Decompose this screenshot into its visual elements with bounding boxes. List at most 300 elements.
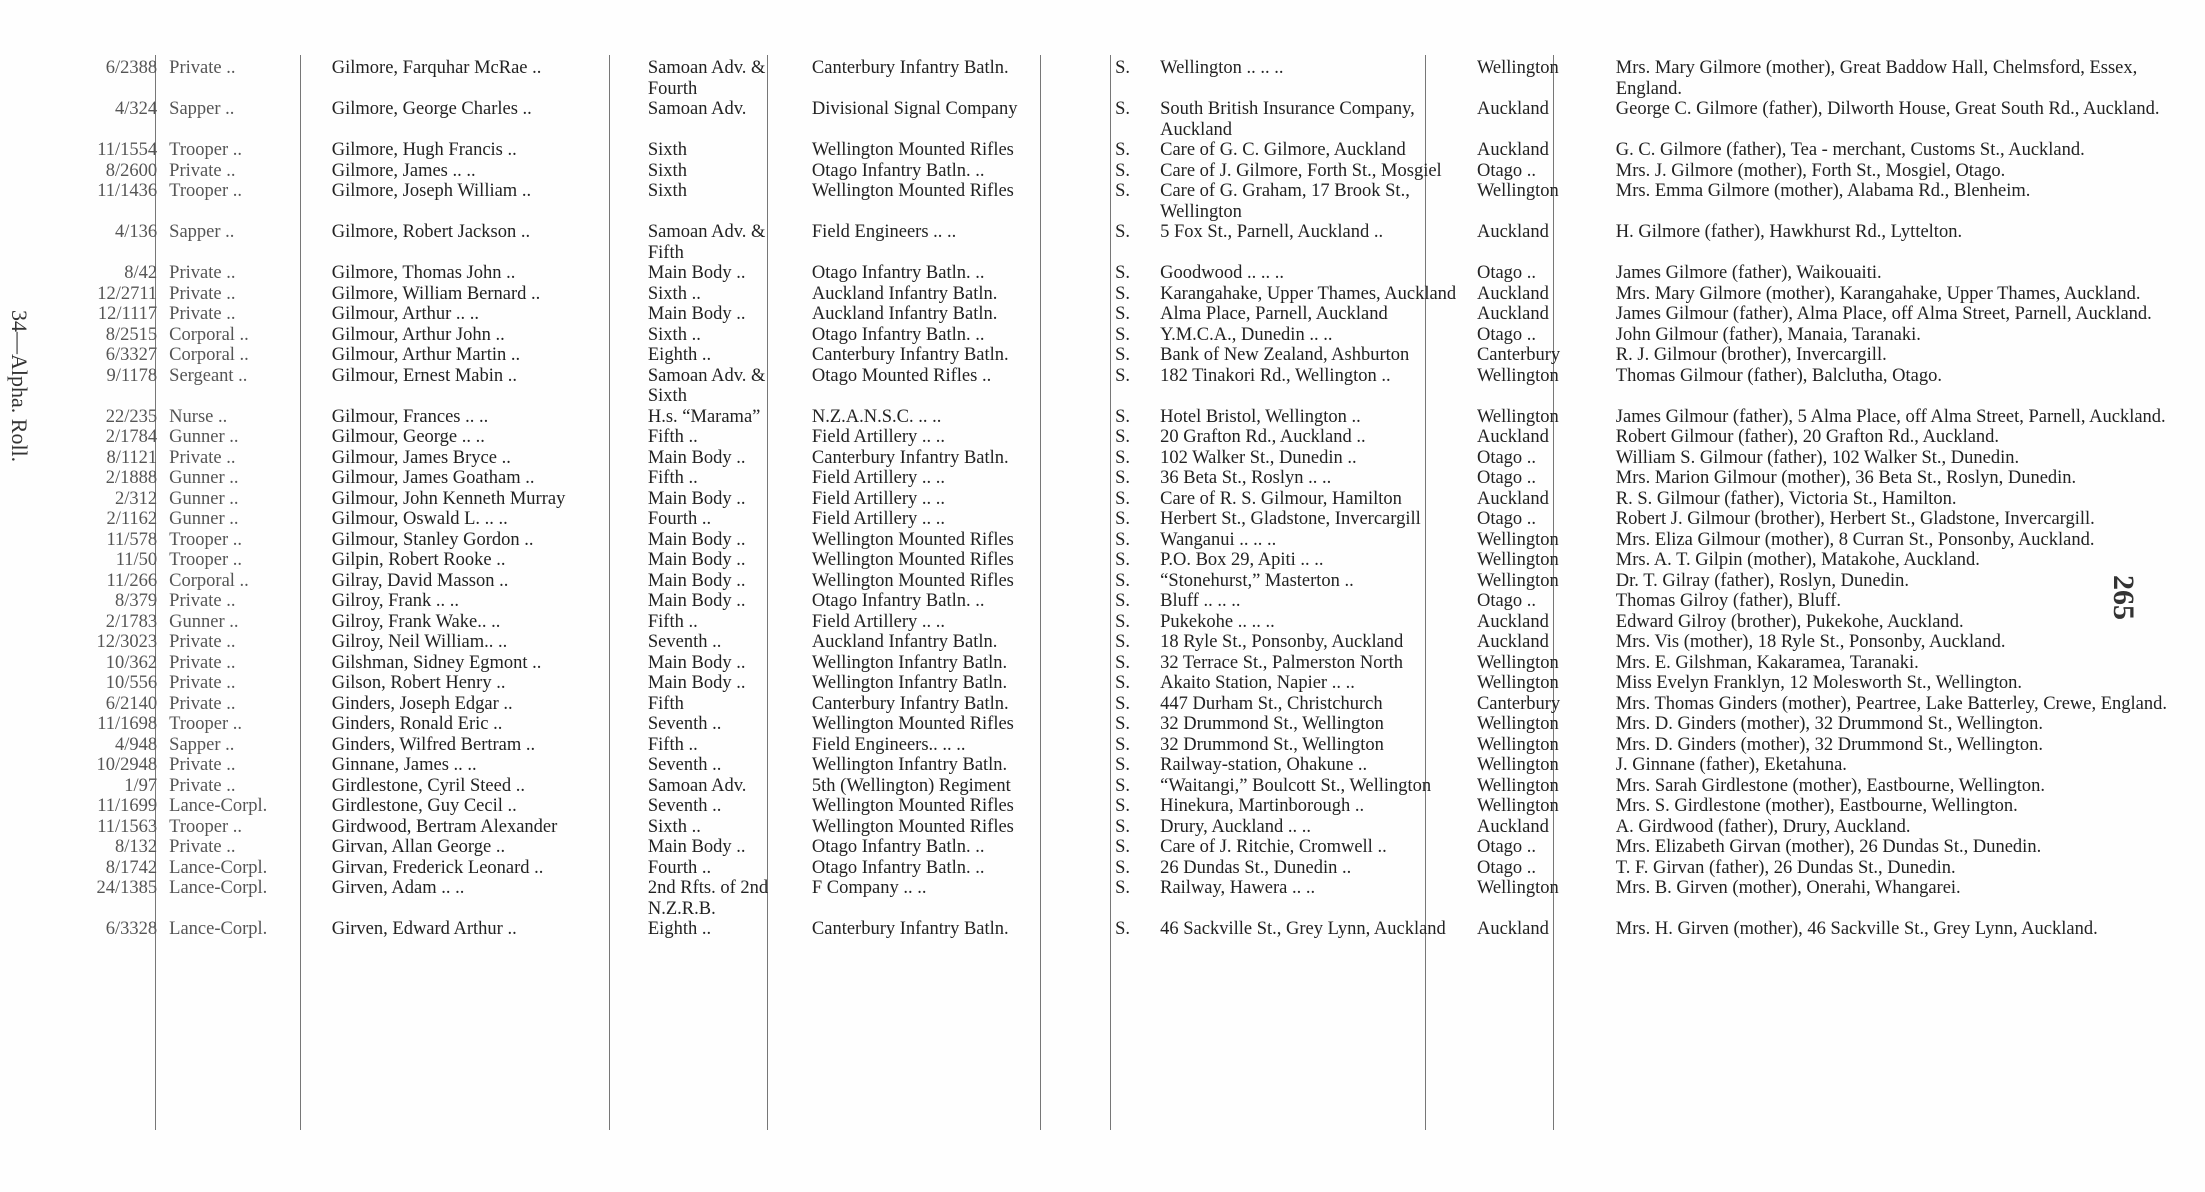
service-number-cell: 8/379: [115, 591, 158, 611]
draft-cell: Main Body ..: [647, 837, 746, 857]
rank-cell: Private ..: [169, 591, 236, 611]
soldier-name-cell: Girdlestone, Cyril Steed ..: [331, 775, 525, 796]
next-of-kin-cell: James Gilmour (father), 5 Alma Place, off Alma Street, Parnell, Auckland.: [1615, 406, 2166, 427]
rank-cell: Corporal ..: [169, 570, 249, 591]
table-row: [60, 735, 2205, 756]
district-cell: Otago ..: [1476, 324, 1537, 345]
table-row: [60, 366, 2205, 407]
rank-cell: Private ..: [169, 652, 236, 673]
table-row: [60, 222, 2205, 263]
service-number-cell: 11/1699: [97, 796, 158, 816]
last-address-cell: 26 Dundas St., Dunedin ..: [1160, 857, 1352, 878]
unit-cell: Canterbury Infantry Batln.: [811, 345, 1009, 365]
rank-cell: Trooper ..: [169, 550, 242, 570]
marital-status-cell: S.: [1115, 673, 1131, 693]
last-address-cell: Bluff .. .. ..: [1160, 591, 1241, 611]
draft-cell: Samoan Adv. & Sixth: [647, 365, 766, 406]
last-address-cell: Hinekura, Martinborough ..: [1160, 796, 1365, 816]
rank-cell: Lance-Corpl.: [169, 878, 268, 898]
unit-cell: Canterbury Infantry Batln.: [811, 919, 1009, 939]
district-cell: Canterbury: [1476, 345, 1561, 365]
soldier-name-cell: Gilmore, William Bernard ..: [331, 283, 541, 304]
next-of-kin-cell: Robert Gilmour (father), 20 Grafton Rd., Auckland.: [1615, 427, 2000, 447]
soldier-name-cell: Ginders, Wilfred Bertram ..: [331, 734, 536, 755]
rank-cell: Private ..: [169, 160, 236, 181]
marital-status-cell: S.: [1115, 857, 1131, 878]
district-cell: Auckland: [1476, 919, 1549, 939]
marital-status-cell: S.: [1115, 570, 1131, 591]
last-address-cell: Alma Place, Parnell, Auckland: [1160, 304, 1388, 324]
service-number-cell: 24/1385: [96, 878, 158, 898]
marital-status-cell: S.: [1115, 488, 1131, 509]
draft-cell: Fifth ..: [647, 611, 698, 632]
last-address-cell: Herbert St., Gladstone, Invercargill: [1160, 509, 1421, 529]
district-cell: Otago ..: [1476, 468, 1537, 488]
last-address-cell: 102 Walker St., Dunedin ..: [1160, 447, 1357, 468]
table-row: [60, 284, 2205, 305]
service-number-cell: 2/1783: [105, 611, 158, 632]
unit-cell: Otago Mounted Rifles ..: [811, 365, 992, 386]
soldier-name-cell: Gilmour, James Goatham ..: [331, 468, 535, 488]
table-row: [60, 653, 2205, 674]
rank-cell: Sergeant ..: [169, 365, 248, 386]
draft-cell: Sixth: [647, 181, 687, 201]
service-number-cell: 12/3023: [96, 632, 158, 652]
rank-cell: Gunner ..: [169, 509, 239, 529]
marital-status-cell: S.: [1115, 632, 1131, 652]
marital-status-cell: S.: [1115, 816, 1131, 837]
district-cell: Wellington: [1476, 570, 1559, 591]
marital-status-cell: S.: [1115, 878, 1131, 898]
unit-cell: Wellington Mounted Rifles: [811, 550, 1014, 570]
draft-cell: Main Body ..: [647, 529, 746, 550]
soldier-name-cell: Girvan, Frederick Leonard ..: [331, 857, 544, 878]
table-row: [60, 591, 2205, 612]
unit-cell: Wellington Infantry Batln.: [811, 673, 1008, 693]
soldier-name-cell: Ginders, Ronald Eric ..: [331, 714, 503, 734]
district-cell: Auckland: [1476, 488, 1549, 509]
marital-status-cell: S.: [1115, 345, 1131, 365]
unit-cell: Otago Infantry Batln. ..: [811, 324, 985, 345]
marital-status-cell: S.: [1115, 160, 1131, 181]
table-row: [60, 489, 2205, 510]
last-address-cell: Wanganui .. .. ..: [1160, 529, 1277, 550]
rank-cell: Nurse ..: [169, 406, 228, 427]
table-row: [60, 58, 2205, 99]
marital-status-cell: S.: [1115, 304, 1131, 324]
next-of-kin-cell: Mrs. Sarah Girdlestone (mother), Eastbourne, Wellington.: [1615, 775, 2046, 796]
soldier-name-cell: Gilmore, Robert Jackson ..: [331, 222, 531, 242]
last-address-cell: 46 Sackville St., Grey Lynn, Auckland: [1160, 919, 1446, 939]
draft-cell: Fourth ..: [647, 509, 712, 529]
unit-cell: Canterbury Infantry Batln.: [811, 58, 1009, 78]
unit-cell: Auckland Infantry Batln.: [811, 304, 998, 324]
draft-cell: Main Body ..: [647, 652, 746, 673]
draft-cell: Main Body ..: [647, 263, 746, 283]
unit-cell: Divisional Signal Company: [811, 99, 1018, 119]
district-cell: Otago ..: [1476, 857, 1537, 878]
marital-status-cell: S.: [1115, 796, 1131, 816]
next-of-kin-cell: H. Gilmore (father), Hawkhurst Rd., Lyttelton.: [1615, 222, 1963, 242]
draft-cell: Seventh ..: [647, 755, 722, 775]
draft-cell: Sixth ..: [647, 283, 701, 304]
soldier-name-cell: Girvan, Allan George ..: [331, 837, 506, 857]
draft-cell: Main Body ..: [647, 304, 746, 324]
roll-table: [60, 58, 2205, 940]
table-row: [60, 755, 2205, 776]
last-address-cell: Karangahake, Upper Thames, Auckland: [1160, 283, 1457, 304]
table-row: [60, 304, 2205, 325]
district-cell: Otago ..: [1476, 837, 1537, 857]
service-number-cell: 6/3327: [105, 345, 158, 365]
district-cell: Auckland: [1476, 816, 1549, 837]
district-cell: Auckland: [1476, 611, 1549, 632]
next-of-kin-cell: James Gilmore (father), Waikouaiti.: [1615, 263, 1882, 283]
page-number: 265: [2107, 575, 2140, 620]
next-of-kin-cell: Dr. T. Gilray (father), Roslyn, Dunedin.: [1615, 570, 1909, 591]
service-number-cell: 8/2515: [105, 324, 158, 345]
table-row: [60, 448, 2205, 469]
last-address-cell: Railway-station, Ohakune ..: [1160, 755, 1368, 775]
unit-cell: Field Engineers .. ..: [811, 222, 957, 242]
soldier-name-cell: Gilmore, George Charles ..: [331, 99, 532, 119]
next-of-kin-cell: Mrs. A. T. Gilpin (mother), Matakohe, Auckland.: [1615, 550, 1980, 570]
soldier-name-cell: Gilmour, Arthur Martin ..: [331, 345, 521, 365]
district-cell: Wellington: [1476, 181, 1559, 201]
draft-cell: H.s. “Marama”: [647, 406, 761, 427]
rank-cell: Trooper ..: [169, 529, 242, 550]
service-number-cell: 22/235: [105, 406, 158, 427]
table-row: [60, 427, 2205, 448]
draft-cell: Samoan Adv. & Fourth: [647, 58, 766, 99]
soldier-name-cell: Gilroy, Frank Wake.. ..: [331, 611, 501, 632]
service-number-cell: 11/578: [106, 529, 158, 550]
next-of-kin-cell: R. J. Gilmour (brother), Invercargill.: [1615, 345, 1887, 365]
service-number-cell: 9/1178: [106, 365, 158, 386]
marital-status-cell: S.: [1115, 427, 1131, 447]
next-of-kin-cell: Mrs. Elizabeth Girvan (mother), 26 Dundas St., Dunedin.: [1615, 837, 2042, 857]
next-of-kin-cell: A. Girdwood (father), Drury, Auckland.: [1615, 816, 1911, 837]
last-address-cell: Care of G. Graham, 17 Brook St., Wellington: [1160, 181, 1410, 222]
rank-cell: Sapper ..: [169, 734, 235, 755]
last-address-cell: 32 Drummond St., Wellington: [1160, 734, 1384, 755]
district-cell: Wellington: [1476, 406, 1559, 427]
last-address-cell: Wellington .. .. ..: [1160, 58, 1284, 78]
table-row: [60, 99, 2205, 140]
unit-cell: Otago Infantry Batln. ..: [811, 160, 985, 181]
table-row: [60, 796, 2205, 817]
next-of-kin-cell: James Gilmour (father), Alma Place, off Alma Street, Parnell, Auckland.: [1615, 304, 2152, 324]
next-of-kin-cell: John Gilmour (father), Manaia, Taranaki.: [1615, 324, 1921, 345]
rank-cell: Corporal ..: [169, 324, 249, 345]
soldier-name-cell: Gilroy, Neil William.. ..: [331, 632, 508, 652]
next-of-kin-cell: Mrs. B. Girven (mother), Onerahi, Whangarei.: [1615, 878, 1961, 898]
unit-cell: Wellington Mounted Rifles: [811, 570, 1014, 591]
unit-cell: 5th (Wellington) Regiment: [811, 775, 1011, 796]
district-cell: Auckland: [1476, 222, 1549, 242]
unit-cell: Field Artillery .. ..: [811, 468, 945, 488]
rank-cell: Private ..: [169, 775, 236, 796]
unit-cell: Auckland Infantry Batln.: [811, 632, 998, 652]
marital-status-cell: S.: [1115, 755, 1131, 775]
soldier-name-cell: Girdwood, Bertram Alexander: [331, 816, 558, 837]
marital-status-cell: S.: [1115, 714, 1131, 734]
table-row: [60, 694, 2205, 715]
district-cell: Auckland: [1476, 140, 1549, 160]
unit-cell: Field Artillery .. ..: [811, 427, 945, 447]
draft-cell: Fifth ..: [647, 427, 698, 447]
rank-cell: Trooper ..: [169, 181, 242, 201]
table-row: [60, 530, 2205, 551]
soldier-name-cell: Gilshman, Sidney Egmont ..: [331, 652, 542, 673]
rank-cell: Sapper ..: [169, 222, 235, 242]
district-cell: Auckland: [1476, 632, 1549, 652]
draft-cell: Fourth ..: [647, 857, 712, 878]
marital-status-cell: S.: [1115, 468, 1131, 488]
table-row: [60, 714, 2205, 735]
soldier-name-cell: Gilmour, Arthur John ..: [331, 324, 505, 345]
unit-cell: Wellington Mounted Rifles: [811, 816, 1014, 837]
last-address-cell: South British Insurance Company, Auckland: [1160, 99, 1415, 140]
next-of-kin-cell: Mrs. Emma Gilmore (mother), Alabama Rd., Blenheim.: [1615, 181, 2031, 201]
marital-status-cell: S.: [1115, 837, 1131, 857]
service-number-cell: 2/1784: [105, 427, 158, 447]
draft-cell: Seventh ..: [647, 632, 722, 652]
soldier-name-cell: Ginders, Joseph Edgar ..: [331, 693, 513, 714]
rank-cell: Private ..: [169, 447, 236, 468]
marital-status-cell: S.: [1115, 99, 1131, 119]
roll-side-label: 34—Alpha. Roll.: [7, 310, 32, 463]
draft-cell: Main Body ..: [647, 550, 746, 570]
next-of-kin-cell: William S. Gilmour (father), 102 Walker St., Dunedin.: [1615, 447, 2020, 468]
district-cell: Otago ..: [1476, 447, 1537, 468]
unit-cell: Otago Infantry Batln. ..: [811, 263, 985, 283]
last-address-cell: 182 Tinakori Rd., Wellington ..: [1160, 365, 1391, 386]
unit-cell: Otago Infantry Batln. ..: [811, 591, 985, 611]
marital-status-cell: S.: [1115, 447, 1131, 468]
rank-cell: Trooper ..: [169, 714, 242, 734]
marital-status-cell: S.: [1115, 263, 1131, 283]
table-row: [60, 817, 2205, 838]
table-row: [60, 345, 2205, 366]
last-address-cell: 32 Drummond St., Wellington: [1160, 714, 1384, 734]
marital-status-cell: S.: [1115, 406, 1131, 427]
district-cell: Wellington: [1476, 714, 1559, 734]
service-number-cell: 11/50: [115, 550, 158, 570]
table-row: [60, 263, 2205, 284]
table-row: [60, 509, 2205, 530]
table-row: [60, 571, 2205, 592]
soldier-name-cell: Gilmour, George .. ..: [331, 427, 485, 447]
rank-cell: Lance-Corpl.: [169, 796, 268, 816]
district-cell: Otago ..: [1476, 263, 1537, 283]
last-address-cell: “Stonehurst,” Masterton ..: [1160, 570, 1354, 591]
last-address-cell: 20 Grafton Rd., Auckland ..: [1160, 427, 1366, 447]
draft-cell: Samoan Adv.: [647, 775, 747, 796]
district-cell: Canterbury: [1476, 693, 1561, 714]
last-address-cell: 32 Terrace St., Palmerston North: [1160, 652, 1404, 673]
unit-cell: Field Artillery .. ..: [811, 611, 945, 632]
next-of-kin-cell: Mrs. D. Ginders (mother), 32 Drummond St., Wellington.: [1615, 714, 2044, 734]
soldier-name-cell: Gilmour, Stanley Gordon ..: [331, 529, 534, 550]
unit-cell: F Company .. ..: [811, 878, 927, 898]
unit-cell: Auckland Infantry Batln.: [811, 283, 998, 304]
district-cell: Wellington: [1476, 673, 1559, 693]
rank-cell: Private ..: [169, 263, 236, 283]
draft-cell: Main Body ..: [647, 488, 746, 509]
district-cell: Otago ..: [1476, 160, 1537, 181]
last-address-cell: P.O. Box 29, Apiti .. ..: [1160, 550, 1324, 570]
draft-cell: Sixth: [647, 160, 687, 181]
district-cell: Wellington: [1476, 796, 1559, 816]
service-number-cell: 4/136: [115, 222, 158, 242]
service-number-cell: 8/42: [124, 263, 158, 283]
draft-cell: 2nd Rfts. of 2nd N.Z.R.B.: [647, 878, 769, 919]
rank-cell: Private ..: [169, 755, 236, 775]
rank-cell: Private ..: [169, 632, 236, 652]
unit-cell: Wellington Mounted Rifles: [811, 529, 1014, 550]
service-number-cell: 2/312: [115, 488, 158, 509]
draft-cell: Sixth: [647, 140, 687, 160]
last-address-cell: 18 Ryle St., Ponsonby, Auckland: [1160, 632, 1404, 652]
draft-cell: Sixth ..: [647, 324, 701, 345]
service-number-cell: 12/1117: [97, 304, 158, 324]
marital-status-cell: S.: [1115, 919, 1131, 939]
draft-cell: Fifth ..: [647, 734, 698, 755]
soldier-name-cell: Gilmour, Oswald L. .. ..: [331, 509, 508, 529]
service-number-cell: 8/1742: [105, 857, 158, 878]
rank-cell: Trooper ..: [169, 140, 242, 160]
next-of-kin-cell: Thomas Gilroy (father), Bluff.: [1615, 591, 1841, 611]
unit-cell: Wellington Infantry Batln.: [811, 755, 1008, 775]
rank-cell: Lance-Corpl.: [169, 919, 268, 939]
district-cell: Auckland: [1476, 99, 1549, 119]
service-number-cell: 11/266: [106, 570, 158, 591]
service-number-cell: 1/97: [124, 775, 158, 796]
rank-cell: Private ..: [169, 58, 236, 78]
unit-cell: Field Artillery .. ..: [811, 509, 945, 529]
service-number-cell: 11/1554: [97, 140, 158, 160]
next-of-kin-cell: Mrs. S. Girdlestone (mother), Eastbourne, Wellington.: [1615, 796, 2018, 816]
draft-cell: Seventh ..: [647, 714, 722, 734]
table-row: [60, 612, 2205, 633]
soldier-name-cell: Girdlestone, Guy Cecil ..: [331, 796, 517, 816]
rank-cell: Gunner ..: [169, 468, 239, 488]
next-of-kin-cell: Mrs. Mary Gilmore (mother), Great Baddow Hall, Chelmsford, Essex, England.: [1615, 58, 2138, 99]
next-of-kin-cell: Mrs. E. Gilshman, Kakaramea, Taranaki.: [1615, 652, 1919, 673]
district-cell: Wellington: [1476, 775, 1559, 796]
last-address-cell: Bank of New Zealand, Ashburton: [1160, 345, 1410, 365]
draft-cell: Samoan Adv. & Fifth: [647, 222, 766, 263]
marital-status-cell: S.: [1115, 140, 1131, 160]
rank-cell: Private ..: [169, 837, 236, 857]
service-number-cell: 2/1162: [106, 509, 158, 529]
marital-status-cell: S.: [1115, 775, 1131, 796]
last-address-cell: Care of R. S. Gilmour, Hamilton: [1160, 488, 1402, 509]
marital-status-cell: S.: [1115, 58, 1131, 78]
last-address-cell: “Waitangi,” Boulcott St., Wellington: [1160, 775, 1432, 796]
draft-cell: Sixth ..: [647, 816, 701, 837]
draft-cell: Fifth: [647, 693, 684, 714]
soldier-name-cell: Gilray, David Masson ..: [331, 570, 509, 591]
next-of-kin-cell: George C. Gilmore (father), Dilworth House, Great South Rd., Auckland.: [1615, 99, 2160, 119]
soldier-name-cell: Gilmour, Frances .. ..: [331, 406, 489, 427]
last-address-cell: Care of G. C. Gilmore, Auckland: [1160, 140, 1406, 160]
service-number-cell: 4/324: [115, 99, 158, 119]
marital-status-cell: S.: [1115, 222, 1131, 242]
soldier-name-cell: Gilmour, Ernest Mabin ..: [331, 365, 518, 386]
service-number-cell: 11/1436: [97, 181, 158, 201]
rank-cell: Private ..: [169, 283, 236, 304]
next-of-kin-cell: Robert J. Gilmour (brother), Herbert St., Gladstone, Invercargill.: [1615, 509, 2095, 529]
rank-cell: Trooper ..: [169, 816, 242, 837]
soldier-name-cell: Ginnane, James .. ..: [331, 755, 477, 775]
unit-cell: Canterbury Infantry Batln.: [811, 447, 1009, 468]
marital-status-cell: S.: [1115, 693, 1131, 714]
district-cell: Wellington: [1476, 755, 1559, 775]
service-number-cell: 10/2948: [96, 755, 158, 775]
service-number-cell: 6/2388: [105, 58, 158, 78]
draft-cell: Fifth ..: [647, 468, 698, 488]
soldier-name-cell: Girven, Edward Arthur ..: [331, 919, 517, 939]
table-row: [60, 407, 2205, 428]
next-of-kin-cell: Edward Gilroy (brother), Pukekohe, Auckland.: [1615, 611, 1964, 632]
table-row: [60, 673, 2205, 694]
marital-status-cell: S.: [1115, 181, 1131, 201]
district-cell: Wellington: [1476, 529, 1559, 550]
marital-status-cell: S.: [1115, 611, 1131, 632]
unit-cell: Canterbury Infantry Batln.: [811, 693, 1009, 714]
draft-cell: Samoan Adv.: [647, 99, 747, 119]
next-of-kin-cell: Miss Evelyn Franklyn, 12 Molesworth St., Wellington.: [1615, 673, 2022, 693]
next-of-kin-cell: Mrs. J. Gilmore (mother), Forth St., Mosgiel, Otago.: [1615, 160, 2006, 181]
soldier-name-cell: Gilmour, John Kenneth Murray: [331, 488, 566, 509]
service-number-cell: 11/1698: [97, 714, 158, 734]
service-number-cell: 8/132: [115, 837, 158, 857]
draft-cell: Eighth ..: [647, 919, 712, 939]
last-address-cell: Drury, Auckland .. ..: [1160, 816, 1311, 837]
rank-cell: Private ..: [169, 304, 236, 324]
rank-cell: Lance-Corpl.: [169, 857, 268, 878]
district-cell: Wellington: [1476, 58, 1559, 78]
district-cell: Wellington: [1476, 652, 1559, 673]
soldier-name-cell: Gilmore, Farquhar McRae ..: [331, 58, 542, 78]
service-number-cell: 6/2140: [105, 693, 158, 714]
soldier-name-cell: Girven, Adam .. ..: [331, 878, 465, 898]
soldier-name-cell: Gilmore, James .. ..: [331, 160, 476, 181]
last-address-cell: 5 Fox St., Parnell, Auckland ..: [1160, 222, 1384, 242]
unit-cell: Otago Infantry Batln. ..: [811, 837, 985, 857]
last-address-cell: Y.M.C.A., Dunedin .. ..: [1160, 324, 1333, 345]
marital-status-cell: S.: [1115, 550, 1131, 570]
last-address-cell: Care of J. Gilmore, Forth St., Mosgiel: [1160, 160, 1442, 181]
marital-status-cell: S.: [1115, 324, 1131, 345]
soldier-name-cell: Gilroy, Frank .. ..: [331, 591, 460, 611]
last-address-cell: Care of J. Ritchie, Cromwell ..: [1160, 837, 1387, 857]
table-row: [60, 776, 2205, 797]
marital-status-cell: S.: [1115, 652, 1131, 673]
table-row: [60, 161, 2205, 182]
next-of-kin-cell: T. F. Girvan (father), 26 Dundas St., Dunedin.: [1615, 857, 1956, 878]
soldier-name-cell: Gilson, Robert Henry ..: [331, 673, 506, 693]
table-row: [60, 878, 2205, 919]
rank-cell: Gunner ..: [169, 488, 239, 509]
table-row: [60, 181, 2205, 222]
rank-cell: Gunner ..: [169, 427, 239, 447]
rank-cell: Gunner ..: [169, 611, 239, 632]
next-of-kin-cell: Mrs. D. Ginders (mother), 32 Drummond St., Wellington.: [1615, 734, 2044, 755]
soldier-name-cell: Gilpin, Robert Rooke ..: [331, 550, 506, 570]
